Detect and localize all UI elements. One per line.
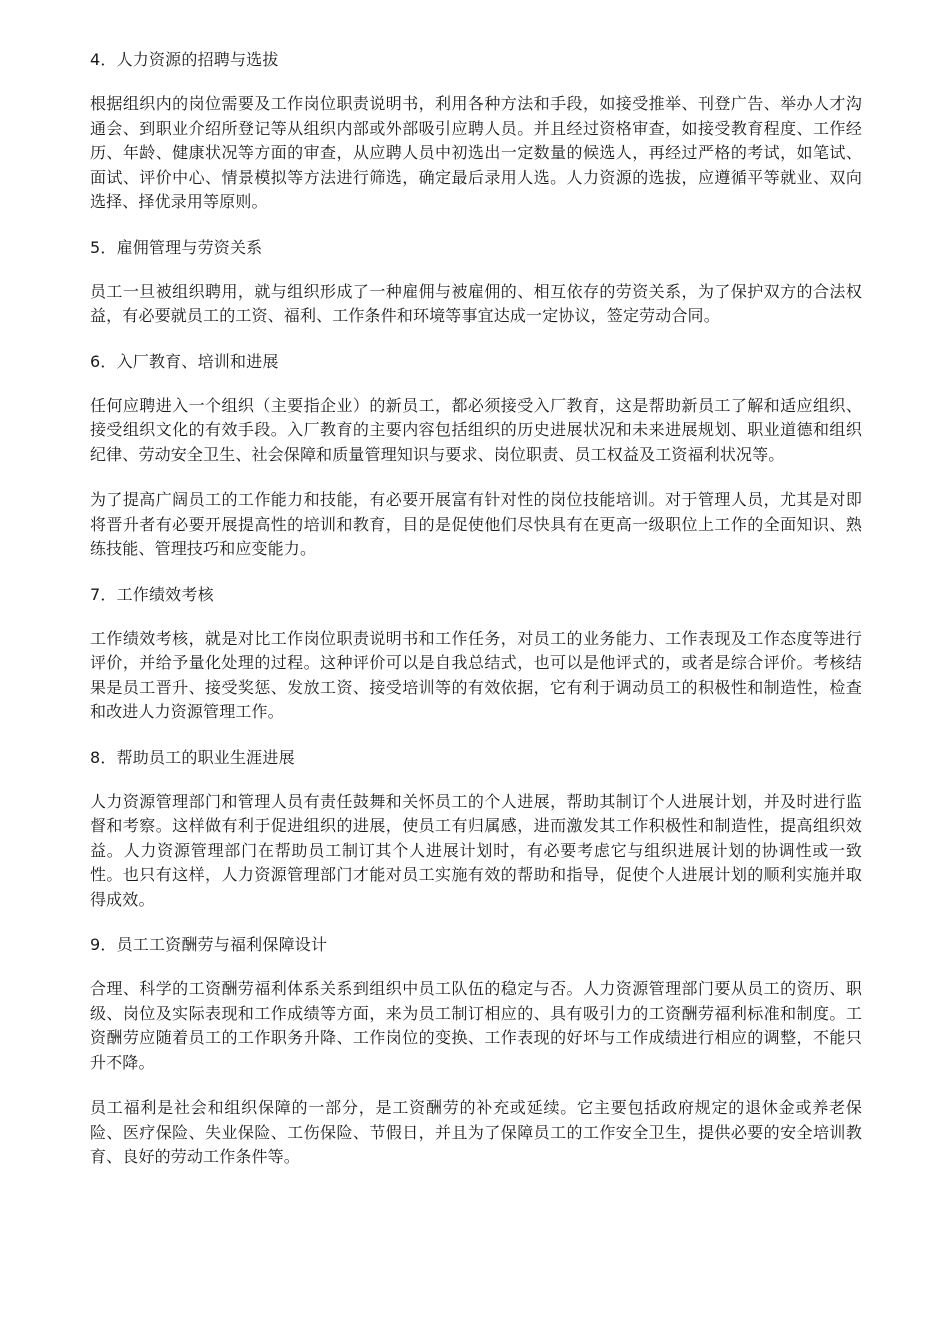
section-paragraph: 任何应聘进入一个组织（主要指企业）的新员工，都必须接受入厂教育，这是帮助新员工了解和适应组织、接受组织文化的有效手段。入厂教育的主要内容包括组织的历史进展状况和未来进展规划、职业道德和组织纪律、劳动安全卫生、社会保障和质量管理知识与要求、岗位职责、员工权益及工资福利状况等。 bbox=[90, 395, 862, 464]
section-heading: 5．雇佣管理与劳资关系 bbox=[90, 237, 263, 257]
section-paragraph: 为了提高广阔员工的工作能力和技能，有必要开展富有针对性的岗位技能培训。对于管理人员，尤其是对即将晋升者有必要开展提高性的培训和教育，目的是促使他们尽快具有在更高一级职位上工作的全面知识、熟练技能、管理技巧和应变能力。 bbox=[90, 490, 862, 558]
section-heading: 4．人力资源的招聘与选拔 bbox=[90, 50, 279, 69]
section-heading: 7．工作绩效考核 bbox=[90, 584, 214, 604]
section-paragraph: 合理、科学的工资酬劳福利体系关系到组织中员工队伍的稳定与否。人力资源管理部门要从员工的资历、职级、岗位及实际表现和工作成绩等方面，来为员工制订相应的、具有吸引力的工资酬劳福利标准和制度。工资酬劳应随着员工的工作职务升降、工作岗位的变换、工作表现的好坏与工作成绩进行相应的调整，不能只升不降。 bbox=[90, 979, 862, 1072]
section-paragraph: 员工一旦被组织聘用，就与组织形成了一种雇佣与被雇佣的、相互依存的劳资关系，为了保护双方的合法权益，有必要就员工的工资、福利、工作条件和环境等事宜达成一定协议，签定劳动合同。 bbox=[90, 281, 862, 325]
section-paragraph: 工作绩效考核，就是对比工作岗位职责说明书和工作任务，对员工的业务能力、工作表现及工作态度等进行评价，并给予量化处理的过程。这种评价可以是自我总结式，也可以是他评式的，或者是综合评价。考核结果是员工晋升、接受奖惩、发放工资、接受培训等的有效依据，它有利于调动员工的积极性和制造性，检查和改进人力资源管理工作。 bbox=[90, 628, 862, 721]
section-training bbox=[90, 350, 862, 562]
section-performance bbox=[90, 583, 862, 725]
section-recruitment bbox=[90, 48, 862, 215]
section-paragraph: 根据组织内的岗位需要及工作岗位职责说明书，利用各种方法和手段，如接受推举、刊登广告、举办人才沟通会、到职业介绍所登记等从组织内部或外部吸引应聘人员。并且经过资格审查，如接受教育程度、工作经历、年龄、健康状况等方面的审查，从应聘人员中初选出一定数量的候选人，再经过严格的考试，如笔试、面试、评价中心、情景模拟等方法进行筛选，确定最后录用人选。人力资源的选拔，应遵循平等就业、双向选择、择优录用等原则。 bbox=[90, 94, 862, 211]
section-compensation bbox=[90, 933, 862, 1170]
section-paragraph: 人力资源管理部门和管理人员有责任鼓舞和关怀员工的个人进展，帮助其制订个人进展计划，并及时进行监督和考察。这样做有利于促进组织的进展，使员工有归属感，进而激发其工作积极性和制造性，提高组织效益。人力资源管理部门在帮助员工制订其个人进展计划时，有必要考虑它与组织进展计划的协调性或一致性。也只有这样，人力资源管理部门才能对员工实施有效的帮助和指导，促使个人进展计划的顺利实施并取得成效。 bbox=[90, 791, 862, 909]
section-career bbox=[90, 746, 862, 913]
section-paragraph: 员工福利是社会和组织保障的一部分，是工资酬劳的补充或延续。它主要包括政府规定的退休金或养老保险、医疗保险、失业保险、工伤保险、节假日，并且为了保障员工的工作安全卫生，提供必要的安全培训教育、良好的劳动工作条件等。 bbox=[90, 1098, 862, 1166]
section-employment bbox=[90, 236, 862, 329]
section-heading: 8．帮助员工的职业生涯进展 bbox=[90, 747, 295, 767]
section-heading: 9．员工工资酬劳与福利保障设计 bbox=[90, 935, 328, 954]
section-heading: 6．入厂教育、培训和进展 bbox=[90, 351, 279, 371]
